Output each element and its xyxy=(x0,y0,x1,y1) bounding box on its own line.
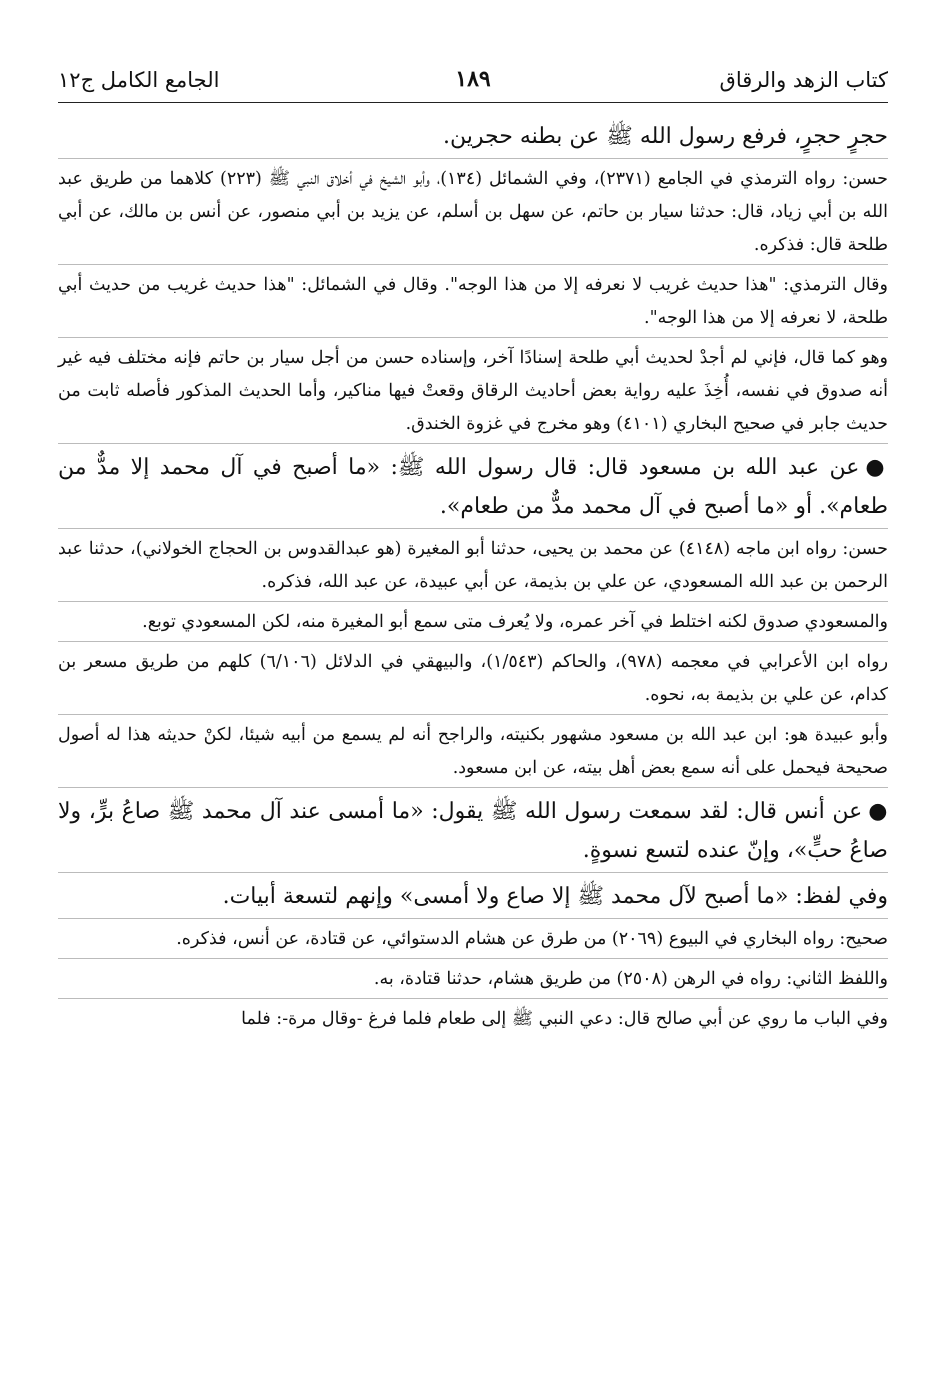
paragraph-text: وقال الترمذي: "هذا حديث غريب لا نعرفه إلا من هذا الوجه". وقال في الشمائل: "هذا حديث غريب من حديث أبي طلحة، لا نعرفه إلا من هذا الوجه". xyxy=(58,275,888,328)
takhrij-note xyxy=(58,533,888,599)
paragraph-separator xyxy=(58,601,888,602)
page-number: ١٨٩ xyxy=(455,66,491,92)
paragraph-text: واللفظ الثاني: رواه في الرهن (٢٥٠٨) من طريق هشام، حدثنا قتادة، به. xyxy=(373,969,888,989)
paragraph-text: حسن: رواه الترمذي في الجامع (٢٣٧١)، وفي الشمائل (١٣٤)، وأبو الشيخ في أخلاق النبي ﷺ (٢٢٣) كلاهما من طريق عبد الله بن أبي زياد، قال: حدثنا سيار بن حاتم، عن سهل بن أسلم، عن يزيد بن أبي منصور، عن أنس بن مالك، عن أبي طلحة قال: فذكره. xyxy=(58,169,888,255)
paragraph-separator xyxy=(58,787,888,788)
takhrij-note xyxy=(58,719,888,785)
paragraph-text: وهو كما قال، فإني لم أجدْ لحديث أبي طلحة إسنادًا آخر، وإسناده حسن من أجل سيار بن حاتم فإنه مختلف فيه غير أنه صدوق في نفسه، أُخِذَ عليه رواية بعض أحاديث الرقاق وقعتْ فيها مناكير، وأما الحديث المذكور فأصله ثابت من حديث جابر في صحيح البخاري (٤١٠١) وهو مخرج في غزوة الخندق. xyxy=(58,348,888,434)
paragraph-separator xyxy=(58,714,888,715)
paragraph-text: حجرٍ حجرٍ، فرفع رسول الله ﷺ عن بطنه حجرين. xyxy=(443,124,888,149)
takhrij-note xyxy=(58,963,888,996)
paragraph-text: رواه ابن الأعرابي في معجمه (٩٧٨)، والحاكم (١/٥٤٣)، والبيهقي في الدلائل (٦/١٠٦) كلهم من طريق مسعر بن كدام، عن علي بن بذيمة به، نحوه. xyxy=(58,652,889,705)
page-header xyxy=(58,62,888,103)
hadith-text xyxy=(58,117,888,156)
bullet-icon: ● xyxy=(868,798,888,824)
takhrij-note xyxy=(58,269,888,335)
hadith-text xyxy=(58,448,888,526)
paragraph-separator xyxy=(58,958,888,959)
paragraph-separator xyxy=(58,337,888,338)
paragraph-separator xyxy=(58,264,888,265)
hadith-text xyxy=(58,877,888,916)
takhrij-note xyxy=(58,163,888,262)
takhrij-note xyxy=(58,606,888,639)
takhrij-note xyxy=(58,342,888,441)
paragraph-text: وفي الباب ما روي عن أبي صالح قال: دعي النبي ﷺ إلى طعام فلما فرغ -وقال مرة-: فلما xyxy=(241,1009,888,1029)
paragraph-separator xyxy=(58,872,888,873)
document-page xyxy=(58,62,888,1036)
paragraph-text: صحيح: رواه البخاري في البيوع (٢٠٦٩) من طرق عن هشام الدستوائي، عن قتادة، عن أنس، فذكره. xyxy=(176,929,888,949)
paragraph-separator xyxy=(58,998,888,999)
paragraph-separator xyxy=(58,641,888,642)
paragraph-separator xyxy=(58,158,888,159)
paragraph-separator xyxy=(58,918,888,919)
takhrij-note xyxy=(58,646,888,712)
paragraph-separator xyxy=(58,528,888,529)
paragraph-text: حسن: رواه ابن ماجه (٤١٤٨) عن محمد بن يحيى، حدثنا أبو المغيرة (هو عبدالقدوس بن الحجاج الخولاني)، حدثنا عبد الرحمن بن عبد الله المسعودي، عن علي بن بذيمة، عن أبي عبيدة، عن عبد الله، فذكره. xyxy=(58,539,889,592)
paragraph-text: وأبو عبيدة هو: ابن عبد الله بن مسعود مشهور بكنيته، والراجح أنه لم يسمع من أبيه شيئا، لكنْ حديثه هذا له أصول صحيحة فيحمل على أنه سمع بعض أهل بيته، عن ابن مسعود. xyxy=(58,725,888,778)
paragraph-text: عن عبد الله بن مسعود قال: قال رسول الله ﷺ: «ما أصبح في آل محمد إلا مدٌّ من طعام». أو «ما أصبح في آل محمد مدٌّ من طعام». xyxy=(58,455,888,519)
takhrij-note xyxy=(58,1003,888,1036)
book-title: كتاب الزهد والرقاق xyxy=(719,68,888,92)
paragraph-text: عن أنس قال: لقد سمعت رسول الله ﷺ يقول: «ما أمسى عند آل محمد ﷺ صاعُ برٍّ، ولا صاعُ حبٍّ»، وإنّ عنده لتسع نسوةٍ. xyxy=(58,799,888,863)
takhrij-note xyxy=(58,923,888,956)
hadith-text xyxy=(58,792,888,870)
paragraph-text: وفي لفظ: «ما أصبح لآل محمد ﷺ إلا صاع ولا أمسى» وإنهم لتسعة أبيات. xyxy=(222,884,888,909)
page-body xyxy=(58,103,888,1036)
paragraph-separator xyxy=(58,443,888,444)
bullet-icon: ● xyxy=(865,454,888,480)
paragraph-text: والمسعودي صدوق لكنه اختلط في آخر عمره، ولا يُعرف متى سمع أبو المغيرة منه، لكن المسعودي توبع. xyxy=(142,612,888,632)
volume-label: الجامع الكامل ج١٢ xyxy=(58,68,220,92)
